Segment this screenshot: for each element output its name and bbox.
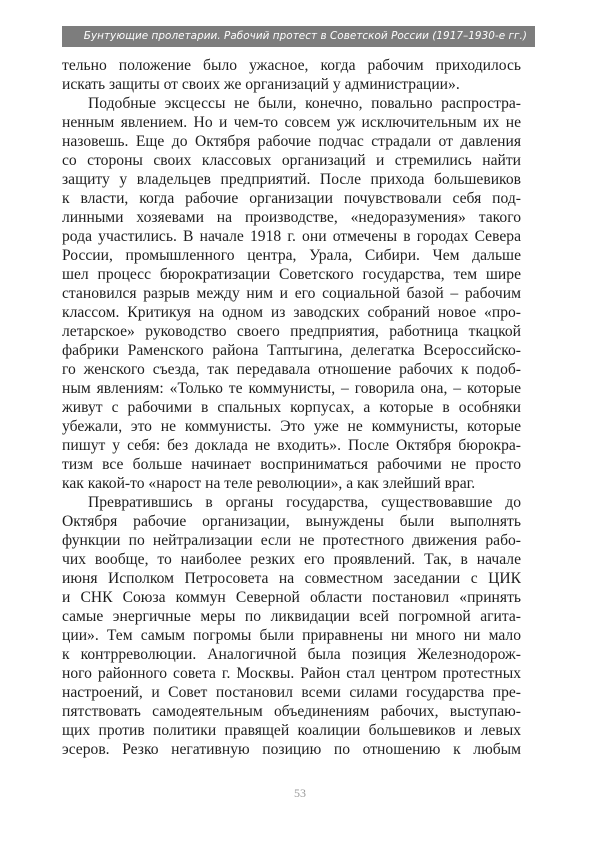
text-line: функции по нейтрализации если не протестного движения рабо-	[62, 532, 521, 549]
text-line: Превратившись в органы государства, существовавшие до	[88, 494, 521, 511]
text-line: классом. Критикуя на одном из заводских собраний новое «про-	[62, 304, 521, 321]
text-line: линными хозяевами на производстве, «недоразумения» такого	[62, 209, 521, 226]
text-line: щих против политики правящей коалиции большевиков и левых	[62, 722, 521, 739]
text-line: Октября рабочие организации, вынуждены были выполнять	[62, 513, 521, 530]
text-line: к власти, когда рабочие организации почувствовали себя под-	[62, 190, 521, 207]
text-line: России, промышленного центра, Урала, Сибири. Чем дальше	[62, 247, 521, 264]
text-line: тизм все больше начинает восприниматься рабочими не просто	[62, 456, 521, 473]
text-line: ции». Тем самым погромы были приравнены ни много ни мало	[62, 627, 521, 644]
text-line: го женского съезда, так передавала отношение рабочих к подоб-	[62, 361, 521, 378]
text-line: как какой-то «нарост на теле революции», а как злейший враг.	[62, 475, 476, 492]
text-line: тельно положение было ужасное, когда рабочим приходилось	[62, 57, 521, 74]
text-line: ным явлениям: «Только те коммунисты, – говорила она, – которые	[62, 380, 521, 397]
text-line: пишут у себя: без доклада не входить». После Октября бюрокра-	[62, 437, 521, 454]
text-line: чих вообще, то наиболее резких его проявлений. Так, в начале	[62, 551, 521, 568]
text-line: живут с рабочими в спальных корпусах, а которые в особняки	[62, 399, 521, 416]
text-line: защиту у владельцев предприятий. После прихода большевиков	[62, 171, 521, 188]
running-header	[62, 26, 535, 47]
page-number: 53	[294, 786, 306, 800]
text-line: со стороны своих классовых организаций и стремились найти	[62, 152, 521, 169]
text-line: летарское» руководство своего предприятия, работница ткацкой	[62, 323, 521, 340]
running-header-title: Бунтующие пролетарии. Рабочий протест в Советской России (1917–1930-е гг.)	[83, 30, 527, 42]
text-line: искать защиты от своих же организаций у администрации».	[62, 76, 460, 93]
text-line: самые энергичные меры по ликвидации всей погромной агита-	[62, 608, 521, 625]
text-line: Подобные эксцессы не были, конечно, повально распростра-	[88, 95, 521, 112]
text-line: к контрреволюции. Аналогичной была позиция Железнодорож-	[62, 646, 521, 663]
text-line: ного районного совета г. Москвы. Район стал центром протестных	[62, 665, 521, 682]
text-line: эсеров. Резко негативную позицию по отношению к любым	[62, 741, 521, 758]
body-text	[62, 56, 521, 759]
text-line: и СНК Союза коммун Северной области постановил «принять	[62, 589, 521, 606]
text-line: шел процесс бюрократизации Советского государства, тем шире	[62, 266, 521, 283]
text-line: ненным явлением. Но и чем-то совсем уж исключительным их не	[62, 114, 521, 131]
text-line: убежали, это не коммунисты. Это уже не коммунисты, которые	[62, 418, 521, 435]
text-line: назовешь. Еще до Октября рабочие подчас страдали от давления	[62, 133, 521, 150]
text-line: фабрики Раменского района Таптыгина, делегатка Всероссийско-	[62, 342, 521, 359]
text-line: июня Исполком Петросовета на совместном заседании с ЦИК	[62, 570, 521, 587]
text-line: рода участились. В начале 1918 г. они отмечены в городах Севера	[62, 228, 521, 245]
text-line: становился разрыв между ним и его социальной базой – рабочим	[62, 285, 521, 302]
text-line: настроений, и Совет постановил всеми силами государства пре-	[62, 684, 521, 701]
text-line: пятствовать самодеятельным объединениям рабочих, выступаю-	[62, 703, 521, 720]
